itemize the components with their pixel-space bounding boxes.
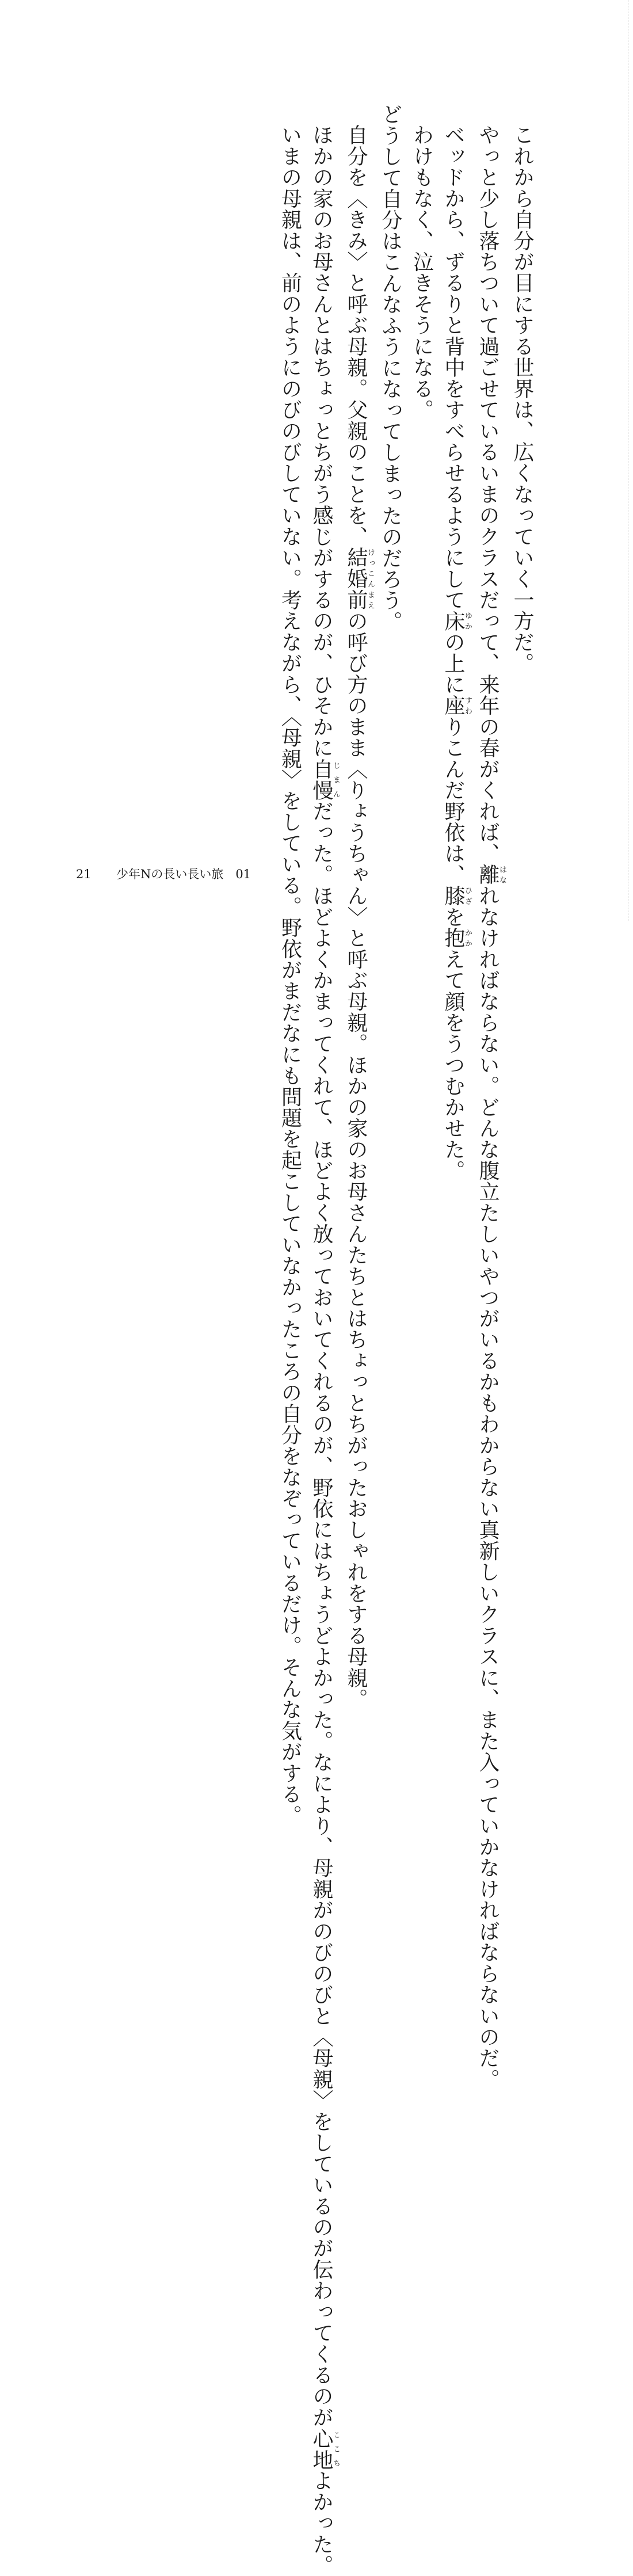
text-run: 自分を〈きみ〉と呼ぶ母親。父親のことを、 bbox=[344, 124, 368, 547]
book-title: 少年Nの長い長い旅 01 bbox=[116, 867, 251, 881]
paragraph bbox=[375, 104, 406, 834]
ruby-base: 座 bbox=[441, 695, 465, 717]
ruby-annotation bbox=[476, 864, 506, 885]
text-run: これから自分が目にする世界は、広くなっていく一方だ。 bbox=[510, 124, 534, 674]
text-run: だった。ほどよくかまってくれて、ほどよく放っておいてくれるのが、野依にはちょうどよかった。なにより、母親がのびのびと〈母親〉をしているのが伝わってくるのが bbox=[310, 801, 333, 2428]
text-run: の呼び方のまま〈りょうちゃん〉と呼ぶ母親。ほかの家のお母さんたちとはちょっとちがったおしゃれをする母親。 bbox=[344, 610, 368, 1710]
paragraph bbox=[274, 104, 306, 1826]
text-run: りこんだ野依は、 bbox=[441, 716, 465, 885]
ruby-reading: かか bbox=[463, 927, 472, 949]
ruby-annotation bbox=[344, 547, 375, 611]
text-run: やっと少し落ちついて過ごせているいまのクラスだって、来年の春がくれば、 bbox=[476, 124, 499, 864]
ruby-annotation bbox=[310, 758, 340, 801]
ruby-reading: じまん bbox=[331, 758, 340, 801]
text-run: の上に bbox=[441, 631, 465, 695]
text-run: よかった。 bbox=[310, 2470, 333, 2576]
ruby-annotation bbox=[441, 695, 472, 717]
ruby-annotation bbox=[310, 2428, 340, 2470]
ruby-reading: すわ bbox=[463, 695, 472, 717]
ruby-base: 膝 bbox=[441, 885, 465, 906]
ruby-reading: はな bbox=[498, 864, 506, 885]
ruby-base: 結婚前 bbox=[344, 547, 368, 611]
ruby-reading: けっこんまえ bbox=[366, 547, 375, 611]
ruby-annotation bbox=[441, 927, 472, 949]
paragraph bbox=[340, 104, 375, 1710]
ruby-annotation bbox=[441, 885, 472, 906]
text-run: ベッドから、ずるりと背中をすべらせるようにして bbox=[441, 124, 465, 611]
vertical-body-text bbox=[274, 104, 537, 2576]
text-run: わけもなく、泣きそうになる。 bbox=[410, 124, 434, 421]
paragraph bbox=[472, 104, 506, 2090]
text-run: れなければならない。どんな腹立たしいやつがいるかもわからない真新しいクラスに、また入っていかなければならないのだ。 bbox=[476, 885, 499, 2090]
paragraph bbox=[306, 104, 340, 2576]
ruby-base: 抱 bbox=[441, 927, 465, 949]
ruby-base: 離 bbox=[476, 864, 499, 885]
text-run: いまの母親は、前のようにのびのびしていない。考えながら、〈母親〉をしている。野依がまだなにも問題を起こしていなかったころの自分をなぞっているだけ。そんな気がする。 bbox=[278, 124, 302, 1826]
ruby-base: 床 bbox=[441, 610, 465, 632]
text-run: ほかの家のお母さんとはちょっとちがう感じがするのが、ひそかに bbox=[310, 124, 333, 759]
ruby-base: 心地 bbox=[310, 2428, 333, 2470]
ruby-reading: ゆか bbox=[463, 610, 472, 632]
paragraph bbox=[506, 104, 538, 834]
page-number: 21 bbox=[76, 867, 91, 881]
ruby-annotation bbox=[441, 610, 472, 632]
text-run: どうして自分はこんなふうになってしまったのだろう。 bbox=[379, 104, 402, 632]
paragraph bbox=[437, 104, 472, 1182]
text-run: を bbox=[441, 906, 465, 928]
ruby-base: 自慢 bbox=[310, 758, 333, 801]
page-footer bbox=[76, 865, 251, 882]
ruby-reading: ひざ bbox=[463, 885, 472, 906]
text-run: えて顔をうつむかせた。 bbox=[441, 948, 465, 1182]
ruby-reading: ここち bbox=[331, 2428, 340, 2470]
paragraph bbox=[406, 104, 437, 834]
